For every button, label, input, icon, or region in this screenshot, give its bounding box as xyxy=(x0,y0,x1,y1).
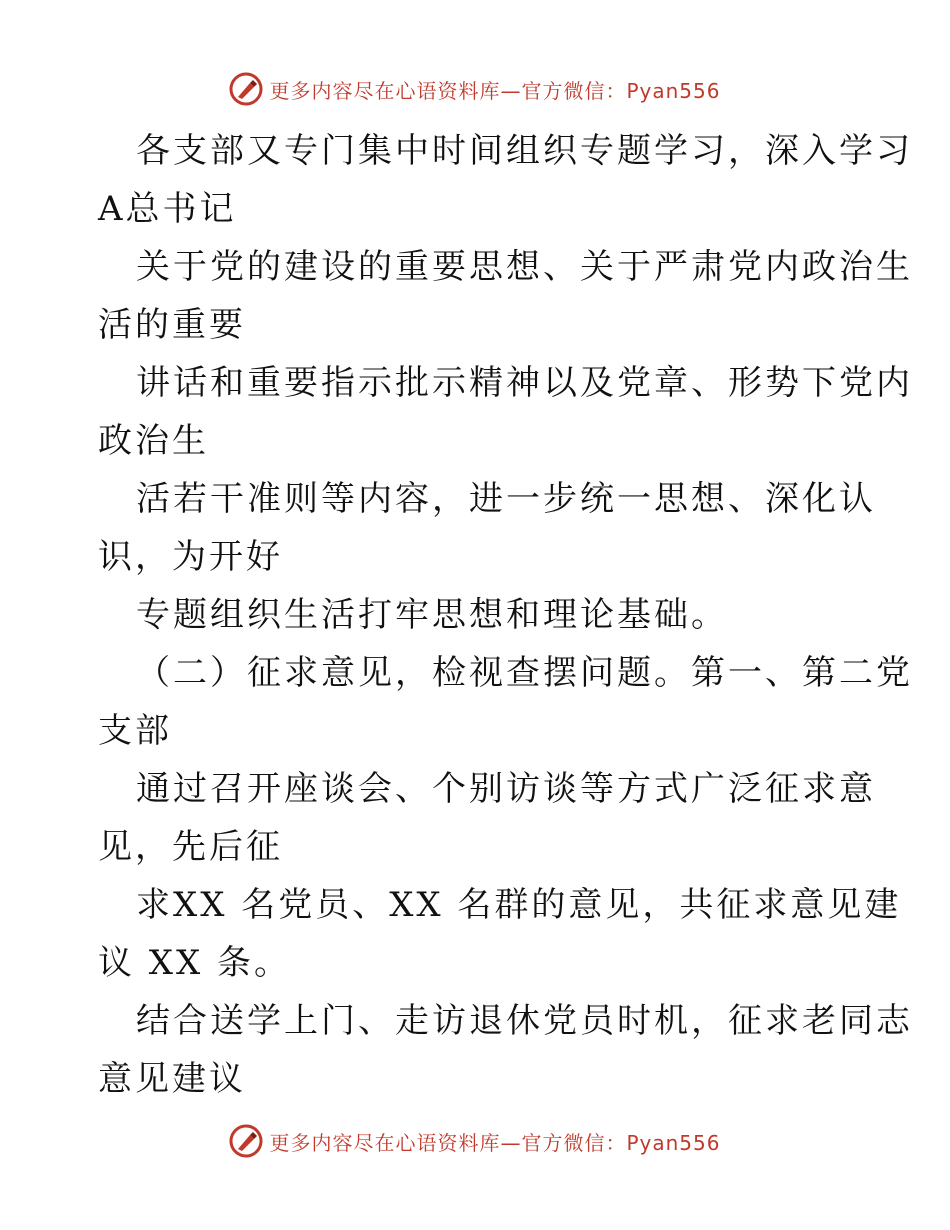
paragraph xyxy=(98,122,913,238)
paragraph-line: 识，为开好 xyxy=(98,537,283,577)
paragraph xyxy=(98,238,913,354)
paragraph xyxy=(98,470,876,586)
paragraph-line: 活若干准则等内容，进一步统一思想、深化认 xyxy=(136,479,876,519)
paragraph xyxy=(98,992,913,1108)
paragraph xyxy=(98,644,913,760)
document-body xyxy=(98,122,913,1108)
watermark-text: 更多内容尽在心语资料库—官方微信：Pyan556 xyxy=(269,78,721,103)
paragraph-line: 议 XX 条。 xyxy=(98,943,292,983)
watermark-text: 更多内容尽在心语资料库—官方微信：Pyan556 xyxy=(269,1130,721,1155)
paragraph-line: 通过召开座谈会、个别访谈等方式广泛征求意 xyxy=(136,769,876,809)
paragraph-line: 活的重要 xyxy=(98,305,246,345)
paragraph-line: 政治生 xyxy=(98,421,209,461)
paragraph-line: 各支部又专门集中时间组织专题学习，深入学习 xyxy=(136,131,913,171)
paragraph xyxy=(98,354,913,470)
paragraph xyxy=(98,760,876,876)
paragraph-line: 见，先后征 xyxy=(98,827,283,867)
pen-logo-icon xyxy=(229,1124,263,1158)
paragraph-line: 结合送学上门、走访退休党员时机，征求老同志 xyxy=(136,1001,913,1041)
paragraph-line: 讲话和重要指示批示精神以及党章、形势下党内 xyxy=(136,363,913,403)
paragraph-line: 求XX 名党员、XX 名群的意见，共征求意见建 xyxy=(136,885,902,925)
paragraph-line: 支部 xyxy=(98,711,172,751)
pen-logo-icon xyxy=(229,72,263,106)
paragraph-line: 专题组织生活打牢思想和理论基础。 xyxy=(136,595,728,635)
header-watermark xyxy=(0,72,950,106)
paragraph-line: A总书记 xyxy=(98,189,237,229)
paragraph-line: （二）征求意见，检视查摆问题。第一、第二党 xyxy=(136,653,913,693)
paragraph-line: 意见建议 xyxy=(98,1059,246,1099)
footer-watermark xyxy=(0,1124,950,1158)
paragraph xyxy=(98,586,858,644)
paragraph-line: 关于党的建设的重要思想、关于严肃党内政治生 xyxy=(136,247,913,287)
paragraph xyxy=(98,876,902,992)
